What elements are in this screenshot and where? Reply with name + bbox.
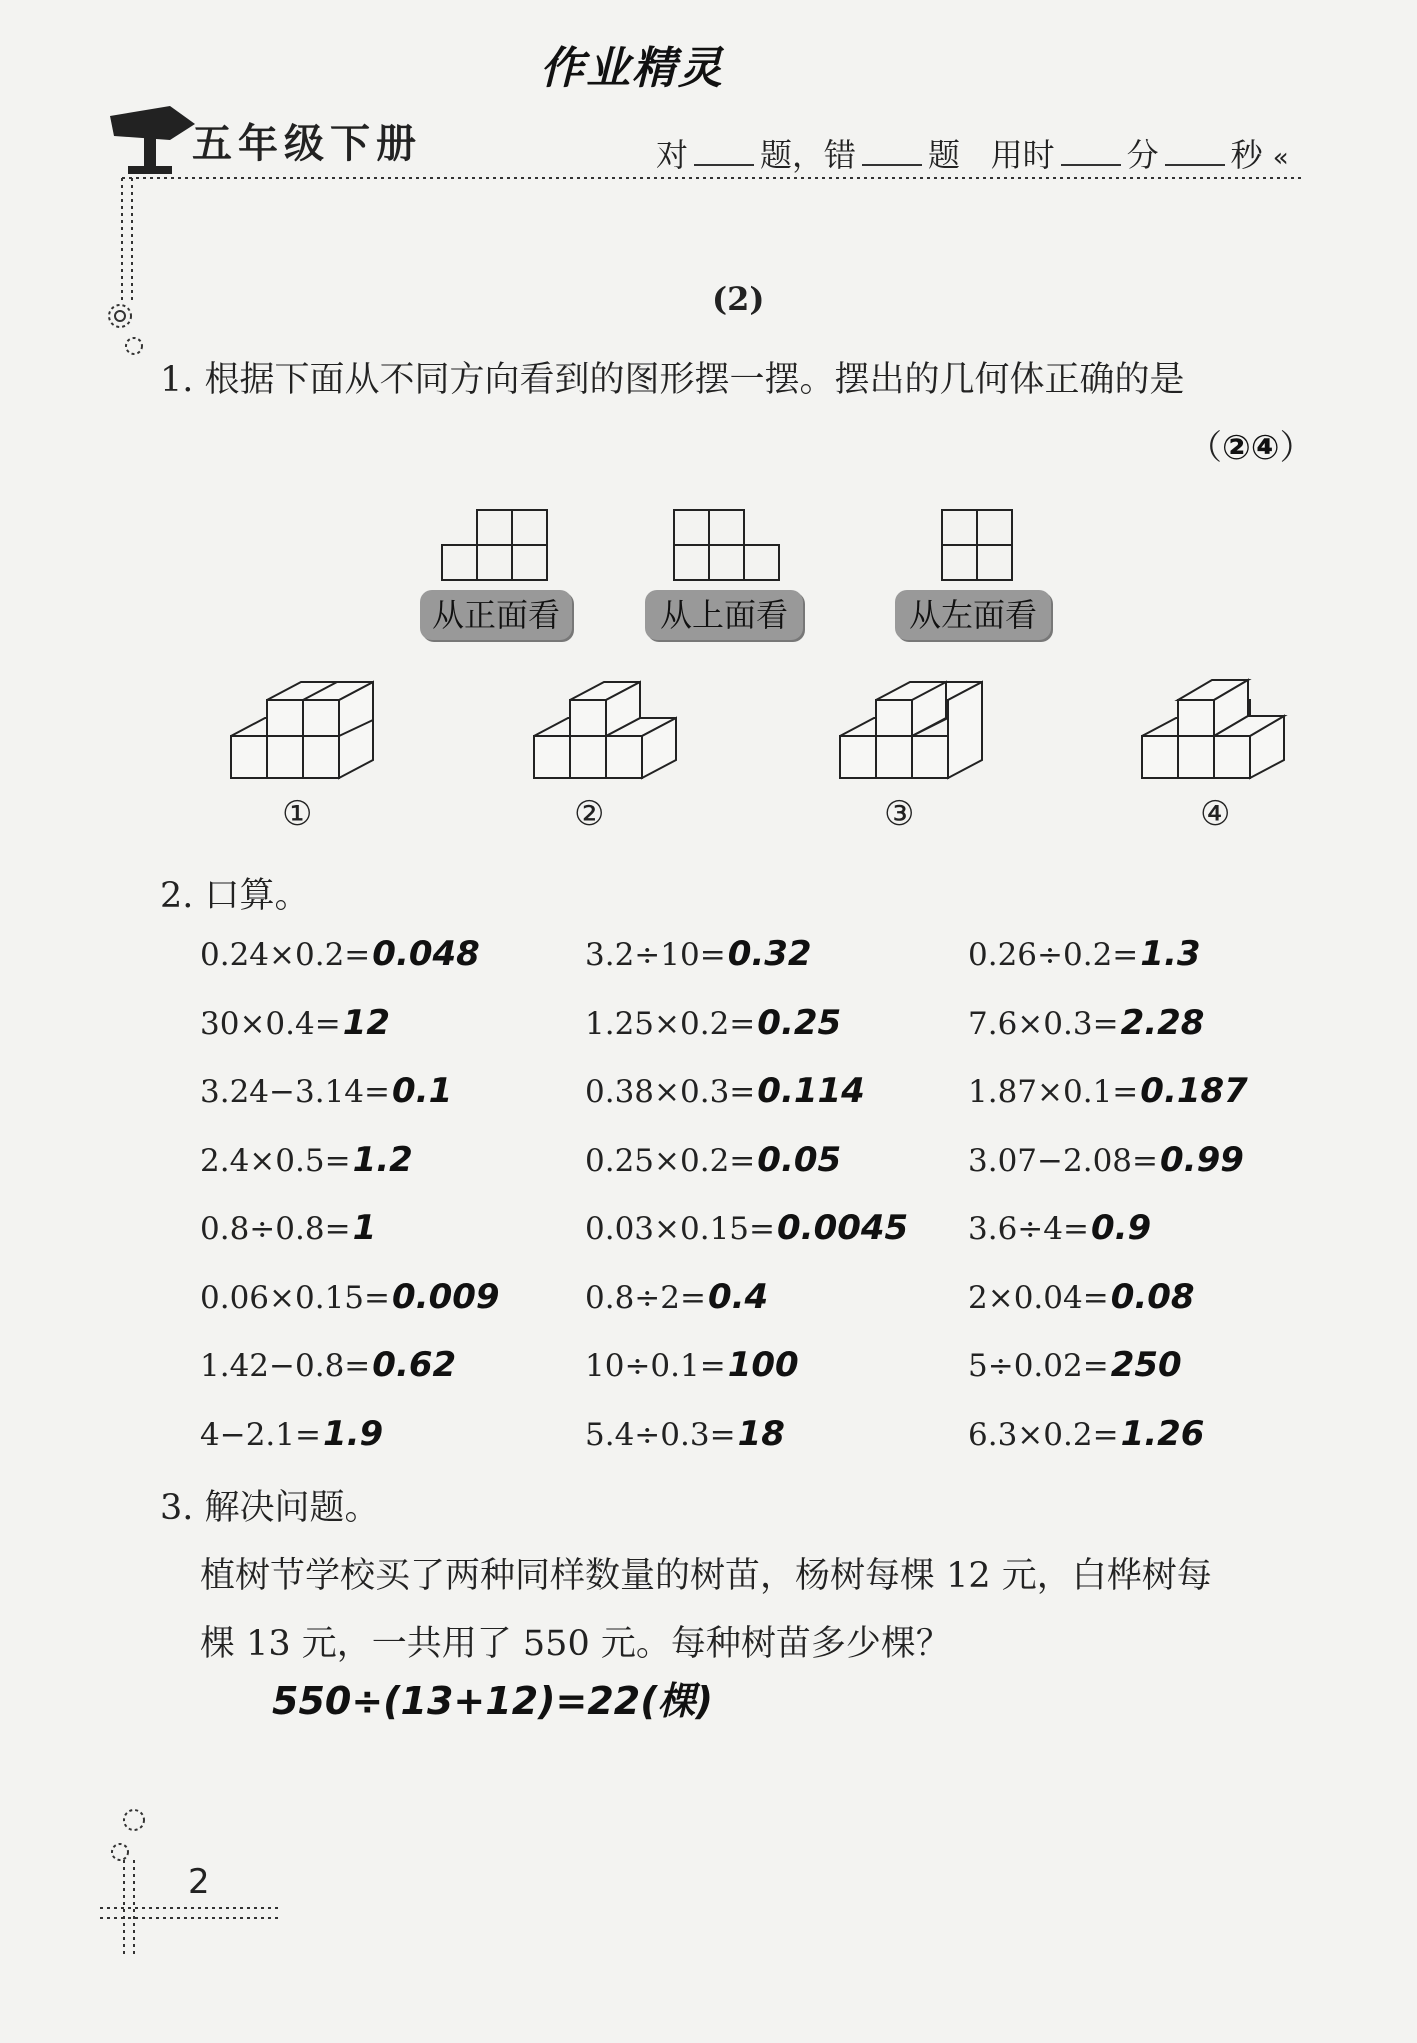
calc-item: [968, 1003, 1204, 1043]
calc-handwritten-answer: 0.05: [757, 1139, 842, 1180]
page-number: 2: [188, 1862, 210, 1902]
calc-handwritten-answer: 1.2: [352, 1139, 413, 1180]
option4-label: ④: [1200, 794, 1231, 834]
calc-expression: 3.6÷4=: [968, 1211, 1089, 1247]
calc-item: [200, 1277, 500, 1317]
calc-handwritten-answer: 0.62: [372, 1345, 457, 1385]
calc-expression: 0.8÷0.8=: [200, 1211, 351, 1247]
lesson-number: (2): [712, 280, 765, 318]
question1-text: 1. 根据下面从不同方向看到的图形摆一摆。摆出的几何体正确的是: [160, 360, 1185, 400]
calc-item: [968, 1345, 1182, 1385]
calc-handwritten-answer: 0.08: [1110, 1276, 1195, 1317]
question3-handwritten-answer: 550÷(13+12)=22(棵): [272, 1679, 713, 1723]
question3-line1: 植树节学校买了两种同样数量的树苗，杨树每棵 12 元，白桦树每: [200, 1556, 1212, 1596]
question2-title: 2. 口算。: [160, 876, 310, 916]
calc-handwritten-answer: 0.4: [707, 1276, 769, 1317]
top-view-figure: [672, 508, 782, 582]
time-used-label: 用时: [990, 136, 1055, 174]
calc-expression: 0.8÷2=: [585, 1279, 706, 1316]
calc-handwritten-answer: 18: [737, 1413, 785, 1454]
score-correct-label: 对: [656, 136, 689, 174]
calc-expression: 4−2.1=: [200, 1416, 321, 1453]
calc-expression: 6.3×0.2=: [968, 1416, 1119, 1453]
calc-item: [200, 1071, 452, 1111]
calc-handwritten-answer: 0.187: [1140, 1071, 1248, 1111]
calc-handwritten-answer: 2.28: [1120, 1002, 1205, 1043]
grade-title: 五年级下册: [192, 121, 422, 167]
option1-label: ①: [282, 794, 313, 834]
calc-expression: 1.42−0.8=: [200, 1348, 371, 1384]
calc-expression: 5÷0.02=: [968, 1348, 1109, 1384]
calc-handwritten-answer: 0.25: [757, 1002, 842, 1043]
calc-handwritten-answer: 0.114: [757, 1071, 865, 1111]
front-view-label: 从正面看: [420, 590, 572, 640]
calc-expression: 3.24−3.14=: [200, 1074, 390, 1110]
calc-handwritten-answer: 0.99: [1160, 1139, 1244, 1180]
calc-item: [968, 934, 1201, 974]
calc-handwritten-answer: 100: [727, 1345, 799, 1385]
calc-handwritten-answer: 0.009: [392, 1276, 500, 1317]
calc-expression: 0.03×0.15=: [585, 1211, 775, 1247]
calc-expression: 5.4÷0.3=: [585, 1416, 736, 1453]
option3-label: ③: [884, 794, 915, 834]
calc-item: [200, 1140, 413, 1180]
calc-handwritten-answer: 0.1: [392, 1071, 453, 1111]
calc-handwritten-answer: 0.32: [727, 934, 812, 974]
question1-handwritten-answer: ②④: [1222, 428, 1280, 468]
seconds-label: 秒: [1230, 136, 1263, 174]
calc-handwritten-answer: 1: [352, 1208, 377, 1248]
calc-item: [585, 934, 812, 974]
answer-open-paren: （: [1188, 428, 1222, 468]
calc-expression: 0.06×0.15=: [200, 1279, 390, 1316]
calc-item: [200, 934, 480, 974]
score-questions-label: 题: [928, 136, 961, 174]
calc-handwritten-answer: 0.0045: [777, 1208, 909, 1248]
option1-solid: [225, 676, 385, 788]
calc-handwritten-answer: 0.9: [1090, 1208, 1152, 1248]
left-view-figure: [940, 508, 1016, 582]
calc-item: [585, 1140, 841, 1180]
front-view-figure: [440, 508, 550, 582]
option2-label: ②: [574, 794, 605, 834]
calc-expression: 3.2÷10=: [585, 937, 726, 973]
question3-line2: 棵 13 元，一共用了 550 元。每种树苗多少棵？: [200, 1624, 951, 1664]
calc-handwritten-answer: 0.048: [372, 934, 480, 974]
calc-item: [585, 1277, 768, 1317]
calc-handwritten-answer: 1.9: [322, 1413, 384, 1454]
brand-logo-text: 作业精灵: [540, 43, 724, 94]
calc-item: [200, 1003, 390, 1043]
calc-expression: 7.6×0.3=: [968, 1005, 1119, 1042]
calc-item: [200, 1414, 383, 1454]
calc-expression: 0.26÷0.2=: [968, 937, 1139, 973]
calc-expression: 1.25×0.2=: [585, 1005, 756, 1042]
calc-item: [585, 1071, 865, 1111]
calc-expression: 2.4×0.5=: [200, 1142, 351, 1179]
calc-item: [585, 1208, 908, 1248]
minutes-label: 分: [1126, 136, 1159, 174]
calc-item: [968, 1208, 1151, 1248]
score-wrong-label: 题，错: [760, 136, 857, 174]
top-view-label: 从上面看: [645, 590, 803, 640]
calc-handwritten-answer: 1.3: [1140, 934, 1201, 974]
calc-item: [968, 1414, 1204, 1454]
calc-expression: 0.38×0.3=: [585, 1074, 756, 1110]
calc-expression: 0.24×0.2=: [200, 937, 371, 973]
question1-answer: [1188, 420, 1314, 469]
calc-expression: 1.87×0.1=: [968, 1074, 1139, 1110]
calc-handwritten-answer: 12: [342, 1002, 391, 1043]
option3-solid: [834, 676, 994, 788]
question3-title: 3. 解决问题。: [160, 1488, 380, 1528]
double-chevron-icon: «: [1272, 143, 1289, 173]
left-view-label: 从左面看: [895, 590, 1051, 640]
option4-solid: [1136, 672, 1296, 788]
calc-expression: 3.07−2.08=: [968, 1142, 1158, 1179]
calc-item: [200, 1208, 376, 1248]
calc-handwritten-answer: 1.26: [1120, 1413, 1205, 1454]
calc-item: [585, 1003, 841, 1043]
calc-item: [585, 1345, 799, 1385]
answer-close-paren: ）: [1279, 428, 1314, 468]
calc-item: [968, 1140, 1244, 1180]
calc-expression: 30×0.4=: [200, 1005, 341, 1042]
calc-expression: 0.25×0.2=: [585, 1142, 756, 1179]
calc-expression: 2×0.04=: [968, 1279, 1109, 1316]
option2-solid: [528, 676, 688, 788]
calc-item: [968, 1277, 1195, 1317]
calc-item: [968, 1071, 1248, 1111]
calc-expression: 10÷0.1=: [585, 1348, 726, 1384]
calc-item: [585, 1414, 785, 1454]
calc-handwritten-answer: 250: [1110, 1345, 1182, 1385]
calc-item: [200, 1345, 456, 1385]
